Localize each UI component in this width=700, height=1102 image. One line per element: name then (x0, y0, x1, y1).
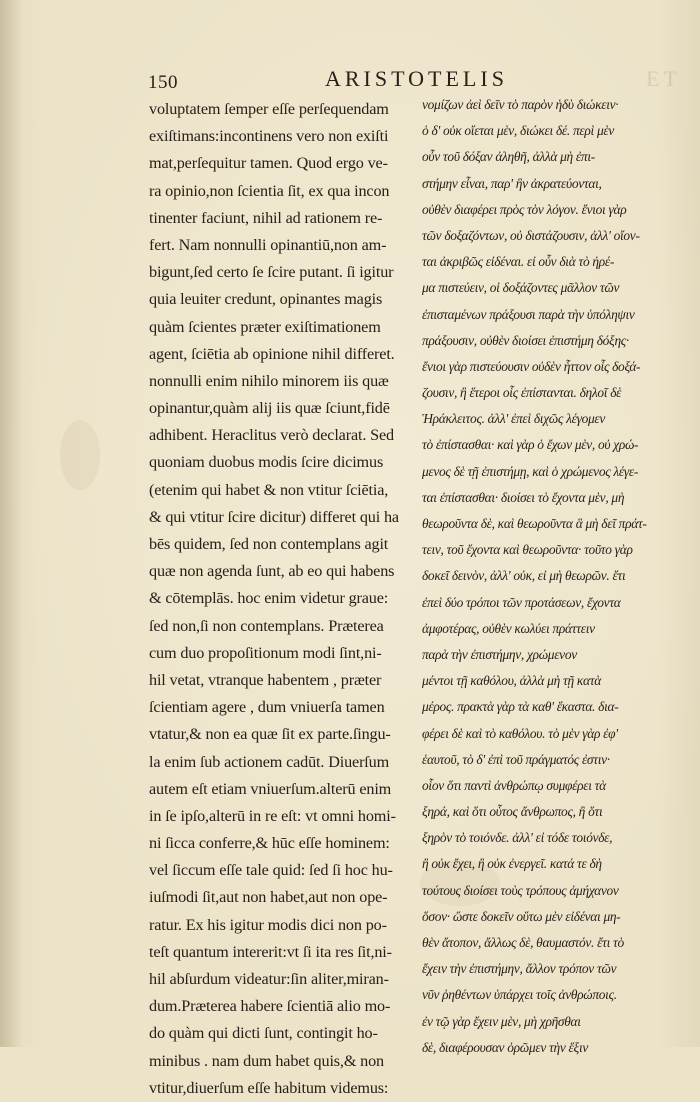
greek-text-line: νῦν ῥηθέντων ὑπάρχει τοῖς ἀνθρώποις. (422, 987, 617, 1003)
latin-text-line: hil abſurdum videatur:ſin aliter,miran- (149, 970, 389, 988)
latin-text-line: teſt quantum intererit:vt ſi ita res ſit,ni- (149, 942, 392, 961)
greek-text-line: ἐπεὶ δύο τρόποι τῶν προτάσεων, ἔχοντα (422, 594, 621, 610)
latin-text-line: & cōtemplās. hoc enim videtur graue: (149, 589, 389, 608)
latin-text-line: (etenim qui habet & non vtitur ſciētia, (149, 480, 389, 499)
latin-text-line: bēs quidem, ſed non contemplans agit (149, 535, 389, 553)
latin-text-line: in ſe ipſo,alterū in re eſt: vt omni homi- (149, 806, 396, 825)
gutter-shadow (0, 0, 22, 1047)
latin-text-line: ni ſicca conferre,& hūc eſſe hominem: (149, 834, 390, 853)
latin-text-line: & qui vtitur ſcire dicitur) differet qui ha (149, 507, 399, 526)
greek-text-line: νομίζων ἀεὶ δεῖν τὸ παρὸν ἡδὺ διώκειν· (422, 97, 619, 112)
latin-text-line: tinenter faciunt, nihil ad rationem re- (149, 208, 383, 227)
latin-text-line: do quàm qui dicti ſunt, contingit ho- (149, 1024, 378, 1043)
latin-text-line: exiſtimans:incontinens vero non exiſti (149, 127, 389, 146)
greek-text-line: τῶν δοξαζόντων, οὐ διστάζουσιν, ἀλλ' οἴον- (422, 227, 640, 243)
greek-text-line: ἑαυτοῦ, τὸ δ' ἐπὶ τοῦ πράγματός ἐστιν· (422, 751, 610, 767)
greek-text-line: θεωροῦντα δὲ, καὶ θεωροῦντα ἃ μὴ δεῖ πράτ- (422, 516, 647, 531)
greek-text-line: ὁ δ' οὐκ οἴεται μὲν, διώκει δέ. περὶ μὲν (422, 123, 614, 139)
latin-text-line: nonnulli enim nihilo minorem iis quæ (149, 371, 389, 390)
greek-text-line: μέντοι τῇ καθόλου, ἀλλὰ μὴ τῇ κατὰ (422, 673, 601, 689)
latin-text-line: ſed non,ſi non contemplans. Præterea (149, 616, 384, 635)
greek-text-line: ζουσιν, ἢ ἕτεροι οἷς ἐπίστανται. δηλοῖ δὲ (422, 385, 622, 401)
latin-text-line: la enim ſub actionem cadūt. Diuerſum (149, 752, 390, 771)
latin-text-line: fert. Nam nonnulli opinantiū,non am- (149, 235, 387, 254)
latin-text-line: vel ſiccum eſſe tale quid: ſed ſi hoc hu- (149, 861, 393, 880)
greek-text-line: ξηρά, καὶ ὅτι οὗτος ἄνθρωπος, ἢ ὅτι (422, 804, 603, 820)
latin-text-line: quàm ſcientes præter exiſtimationem (149, 317, 381, 336)
greek-text-line: παρὰ τὴν ἐπιστήμην, χρώμενον (422, 646, 577, 662)
latin-text-column (149, 96, 417, 1102)
greek-text-line: ται ἀκριβῶς εἰδέναι. εἰ οὖν διὰ τὸ ἠρέ- (422, 254, 615, 270)
greek-text-line: τούτους διοίσει τοὺς τρόπους ἀμήχανον (422, 882, 619, 898)
latin-text-line: ra opinio,non ſcientia ſit, ex qua incon (149, 181, 390, 200)
greek-text-line: ἐν τῷ γὰρ ἔχειν μὲν, μὴ χρῆσθαι (422, 1013, 581, 1029)
latin-text-line: voluptatem ſemper eſſe perſequendam (149, 100, 389, 118)
greek-text-line: οἷον ὅτι παντὶ ἀνθρώπῳ συμφέρει τὰ (422, 777, 606, 793)
greek-text-line: φέρει δὲ καὶ τὸ καθόλου. τὸ μὲν γὰρ ἐφ' (422, 725, 618, 741)
latin-text-line: vtitur,diuerſum eſſe habitum videmus: (149, 1078, 389, 1097)
greek-text-line: μέρος. πρακτὰ γὰρ τὰ καθ' ἕκαστα. δια- (422, 699, 619, 715)
show-through-title: ET (646, 66, 681, 91)
greek-text-line: πράξουσιν, οὐθὲν διοίσει ἐπιστήμη δόξης· (422, 332, 629, 348)
greek-text-line: ἔχειν τὴν ἐπιστήμην, ἄλλον τρόπον τῶν (422, 961, 617, 977)
greek-text-line: ὅσον· ὥστε δοκεῖν οὕτω μὲν εἰδέναι μη- (422, 908, 621, 924)
latin-text-line: iuſmodi ſit,aut non habet,aut non ope- (149, 888, 388, 907)
latin-text-line: agent, ſciētia ab opinione nihil differet. (149, 344, 395, 363)
latin-text-line: ſcientiam agere , dum vniuerſa tamen (149, 698, 385, 717)
latin-text-line: quæ non agenda ſunt, ab eo qui habens (149, 562, 395, 581)
greek-text-line: οὖν τοῦ δόξαν ἀληθῆ, ἀλλὰ μὴ ἐπι- (422, 149, 595, 165)
page-number: 150 (148, 72, 178, 93)
greek-text-line: ἔνιοι γὰρ πιστεύουσιν οὐδὲν ἧττον οἷς δοξά- (422, 358, 641, 374)
greek-text-line: τειν, τοῦ ἔχοντα καὶ θεωροῦντα· τοῦτο γὰρ (422, 542, 633, 558)
latin-text-line: vtatur,& non ea quæ ſit ex parte.ſingu- (149, 725, 391, 744)
greek-text-line: τὸ ἐπίστασθαι· καὶ γὰρ ὁ ἔχων μὲν, οὐ χρώ- (422, 437, 639, 453)
latin-text-line: ratur. Ex his igitur modis dici non po- (149, 915, 387, 934)
latin-text-line: minibus . nam dum habet quis,& non (149, 1051, 385, 1070)
greek-text-line: δὲ, διαφέρουσαν ὁρῶμεν τὴν ἕξιν (422, 1039, 589, 1055)
paper-stain (60, 420, 100, 490)
latin-text-line: dum.Præterea habere ſcientiā alio mo- (149, 997, 391, 1016)
greek-text-line: ἐπισταμένων πράξουσι παρὰ τὴν ὑπόληψιν (422, 306, 635, 322)
greek-text-line: ἢ οὐκ ἔχει, ἢ οὐκ ἐνεργεῖ. κατά τε δὴ (422, 856, 602, 872)
latin-text-line: mat,perſequitur tamen. Quod ergo ve- (149, 154, 388, 173)
latin-text-line: quia leuiter credunt, opinantes magis (149, 290, 383, 309)
latin-text-line: hil vetat, vtranque habentem , præter (149, 670, 382, 689)
greek-text-line: μα πιστεύειν, οἱ δοξάζοντες μᾶλλον τῶν (422, 280, 620, 296)
greek-text-line: θὲν ἄτοπον, ἄλλως δὲ, θαυμαστόν. ἔτι τὸ (422, 935, 624, 950)
running-title: ARISTOTELIS (325, 66, 508, 91)
greek-text-line: ἀμφοτέρας, οὐθὲν κωλύει πράττειν (422, 620, 595, 636)
greek-text-line: ται ἐπίστασθαι· διοίσει τὸ ἔχοντα μὲν, μὴ (422, 489, 625, 505)
latin-text-line: autem eſt etiam vniuerſum.alterū enim (149, 779, 392, 798)
latin-text-line: opinantur,quàm alij iis quæ ſciunt,fidē (149, 399, 390, 418)
greek-text-column (422, 92, 656, 1061)
greek-text-line: στήμην εἶναι, παρ' ἣν ἀκρατεύονται, (422, 175, 602, 191)
greek-text-line: Ἡράκλειτος. ἀλλ' ἐπεὶ διχῶς λέγομεν (422, 411, 606, 427)
greek-text-line: ξηρὸν τὸ τοιόνδε. ἀλλ' εἰ τόδε τοιόνδε, (422, 830, 613, 846)
latin-text-line: quoniam duobus modis ſcire dicimus (149, 453, 384, 472)
latin-text-line: adhibent. Heraclitus verò declarat. Sed (149, 426, 394, 445)
greek-text-line: δοκεῖ δεινὸν, ἀλλ' οὐκ, εἰ μὴ θεωρῶν. ἔτι (422, 568, 626, 584)
greek-text-line: οὐθὲν διαφέρει πρὸς τὸν λόγον. ἔνιοι γὰρ (422, 201, 627, 217)
greek-text-line: μενος δὲ τῇ ἐπιστήμῃ, καὶ ὁ χρώμενος λέγε- (422, 463, 638, 479)
latin-text-line: bigunt,ſed certo ſe ſcire putant. ſi igitur (149, 263, 394, 282)
latin-text-line: cum duo propoſitionum modi ſint,ni- (149, 643, 382, 662)
